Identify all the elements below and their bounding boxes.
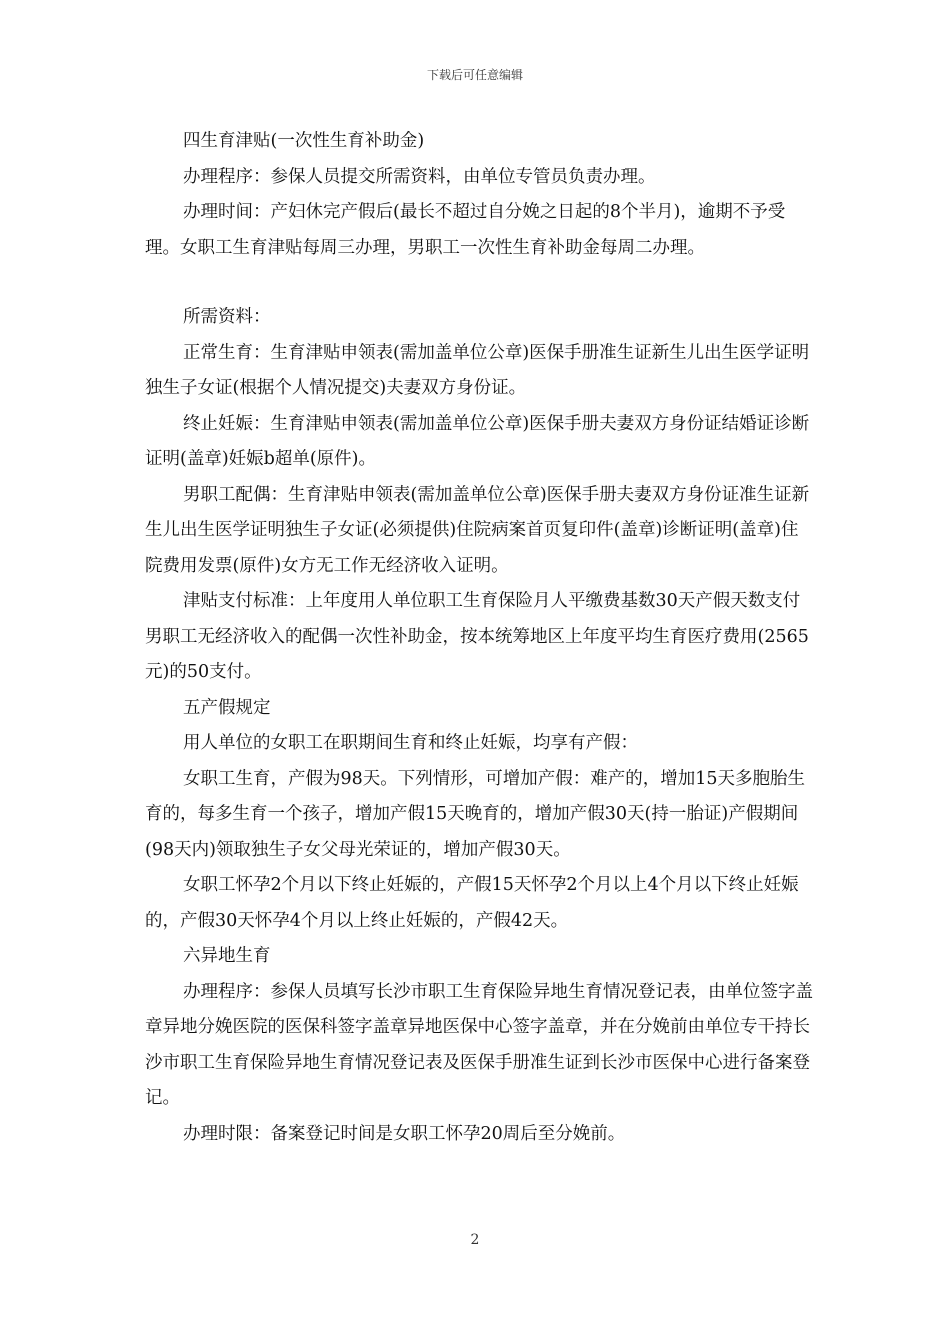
paragraph-leave-entitlement: 用人单位的女职工在职期间生育和终止妊娠，均享有产假： <box>183 733 638 753</box>
paragraph-termination: 终止妊娠：生育津贴申领表(需加盖单位公章)医保手册夫妻双方身份证结婚证诊断证明(盖章)妊娠b超单(原件)。 <box>145 413 810 469</box>
paragraph-required-materials: 所需资料： <box>183 307 271 327</box>
section-heading-maternity-allowance: 四生育津贴(一次性生育补助金) <box>183 131 425 151</box>
paragraph-leave-termination: 女职工怀孕2个月以下终止妊娠的，产假15天怀孕2个月以上4个月以下终止妊娠的，产假30天怀孕4个月以上终止妊娠的，产假42天。 <box>145 875 799 931</box>
paragraph-procedure: 办理程序：参保人员提交所需资料，由单位专管员负责办理。 <box>183 166 656 187</box>
paragraph-remote-time-limit: 办理时限：备案登记时间是女职工怀孕20周后至分娩前。 <box>183 1123 626 1144</box>
page-header: 下载后可任意编辑 <box>426 68 523 82</box>
paragraph-spacer <box>145 266 815 300</box>
paragraph-leave-birth: 女职工生育，产假为98天。下列情形，可增加产假：难产的，增加15天多胞胎生育的，每多生育一个孩子，增加产假15天晚育的，增加产假30天(持一胎证)产假期间(98天内)领取独生子女父母光荣证的，增加产假30天。 <box>145 768 806 860</box>
paragraph-male-spouse: 男职工配偶：生育津贴申领表(需加盖单位公章)医保手册夫妻双方身份证准生证新生儿出生医学证明独生子女证(必须提供)住院病案首页复印件(盖章)诊断证明(盖章)住院费用发票(原件)女方无工作无经济收入证明。 <box>145 484 810 576</box>
paragraph-payment-standard: 津贴支付标准：上年度用人单位职工生育保险月人平缴费基数30天产假天数支付男职工无经济收入的配偶一次性补助金，按本统筹地区上年度平均生育医疗费用(2565元)的50支付。 <box>145 591 809 682</box>
document-body <box>145 124 815 1152</box>
paragraph-remote-procedure: 办理程序：参保人员填写长沙市职工生育保险异地生育情况登记表，由单位签字盖章异地分娩医院的医保科签字盖章异地医保中心签字盖章，并在分娩前由单位专干持长沙市职工生育保险异地生育情况登记表及医保手册准生证到长沙市医保中心进行备案登记。 <box>145 981 813 1108</box>
section-heading-maternity-leave: 五产假规定 <box>183 697 271 718</box>
section-heading-remote-birth: 六异地生育 <box>183 946 271 966</box>
paragraph-processing-time: 办理时间：产妇休完产假后(最长不超过自分娩之日起的8个半月)，逾期不予受理。女职工生育津贴每周三办理，男职工一次性生育补助金每周二办理。 <box>145 202 786 258</box>
page-number: 2 <box>470 1232 480 1248</box>
paragraph-normal-birth: 正常生育：生育津贴申领表(需加盖单位公章)医保手册准生证新生儿出生医学证明独生子女证(根据个人情况提交)夫妻双方身份证。 <box>145 342 810 398</box>
